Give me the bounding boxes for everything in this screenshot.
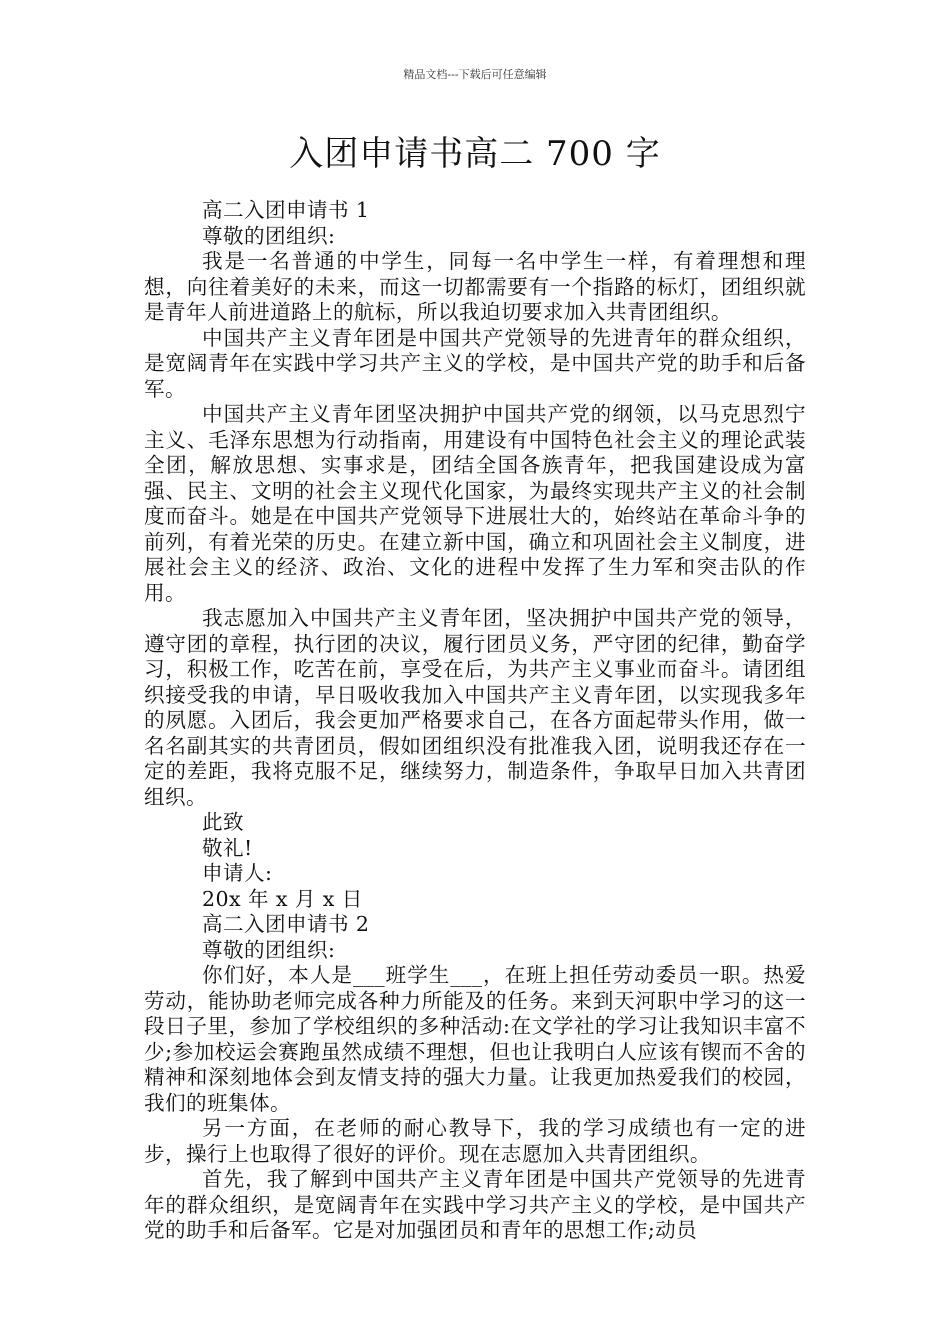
- section-heading-2: 高二入团申请书 2: [202, 912, 370, 936]
- closing-salute: 敬礼!: [202, 835, 253, 860]
- date-line: 20x 年 x 月 x 日: [202, 886, 363, 911]
- paragraph: 中国共产主义青年团是中国共产党领导的先进青年的群众组织，是宽阔青年在实践中学习共产主义的学校，是中国共产党的助手和后备军。: [144, 325, 806, 401]
- document-body: [144, 198, 806, 1244]
- document-title: 入团申请书高二 700 字: [289, 134, 661, 174]
- header-note: 精品文档---下载后可任意编辑: [403, 68, 547, 81]
- salutation-1: 尊敬的团组织:: [202, 223, 336, 248]
- paragraph: 我是一名普通的中学生，同每一名中学生一样，有着理想和理想，向往着美好的未来，而这一切都需要有一个指路的标灯，团组织就是青年人前进道路上的航标，所以我迫切要求加入共青团组织。: [144, 249, 806, 324]
- section-heading-1: 高二入团申请书 1: [202, 198, 370, 222]
- paragraph: 另一方面，在老师的耐心教导下，我的学习成绩也有一定的进步，操行上也取得了很好的评价。现在志愿加入共青团组织。: [144, 1116, 806, 1166]
- paragraph: 中国共产主义青年团坚决拥护中国共产党的纲领，以马克思烈宁主义、毛泽东思想为行动指南，用建设有中国特色社会主义的理论武装全团，解放思想、实事求是，团结全国各族青年，把我国建设成为富强、民主、文明的社会主义现代化国家，为最终实现共产主义的社会制度而奋斗。她是在中国共产党领导下进展壮大的，始终站在革命斗争的前列，有着光荣的历史。在建立新中国，确立和巩固社会主义制度，进展社会主义的经济、政治、文化的进程中发挥了生力军和突击队的作用。: [144, 402, 806, 605]
- closing-line: 此致: [202, 810, 244, 834]
- salutation-2: 尊敬的团组织:: [202, 937, 336, 962]
- applicant-label: 申请人:: [202, 861, 273, 885]
- paragraph: 你们好，本人是___班学生___，在班上担任劳动委员一职。热爱劳动，能协助老师完成各种力所能及的任务。来到天河职中学习的这一段日子里，参加了学校组织的多种活动:在文学社的学习让我知识丰富不少;参加校运会赛跑虽然成绩不理想，但也让我明白人应该有锲而不舍的精神和深刻地体会到友情支持的强大力量。让我更加热爱我们的校园，我们的班集体。: [144, 963, 806, 1115]
- paragraph: 我志愿加入中国共产主义青年团，坚决拥护中国共产党的领导，遵守团的章程，执行团的决议，履行团员义务，严守团的纪律，勤奋学习，积极工作，吃苦在前，享受在后，为共产主义事业而奋斗。请团组织接受我的申请，早日吸收我加入中国共产主义青年团，以实现我多年的夙愿。入团后，我会更加严格要求自己，在各方面起带头作用，做一名名副其实的共青团员，假如团组织没有批准我入团，说明我还存在一定的差距，我将克服不足，继续努力，制造条件，争取早日加入共青团组织。: [144, 606, 806, 809]
- paragraph: 首先，我了解到中国共产主义青年团是中国共产党领导的先进青年的群众组织，是宽阔青年在实践中学习共产主义的学校，是中国共产党的助手和后备军。它是对加强团员和青年的思想工作;动员: [144, 1167, 806, 1242]
